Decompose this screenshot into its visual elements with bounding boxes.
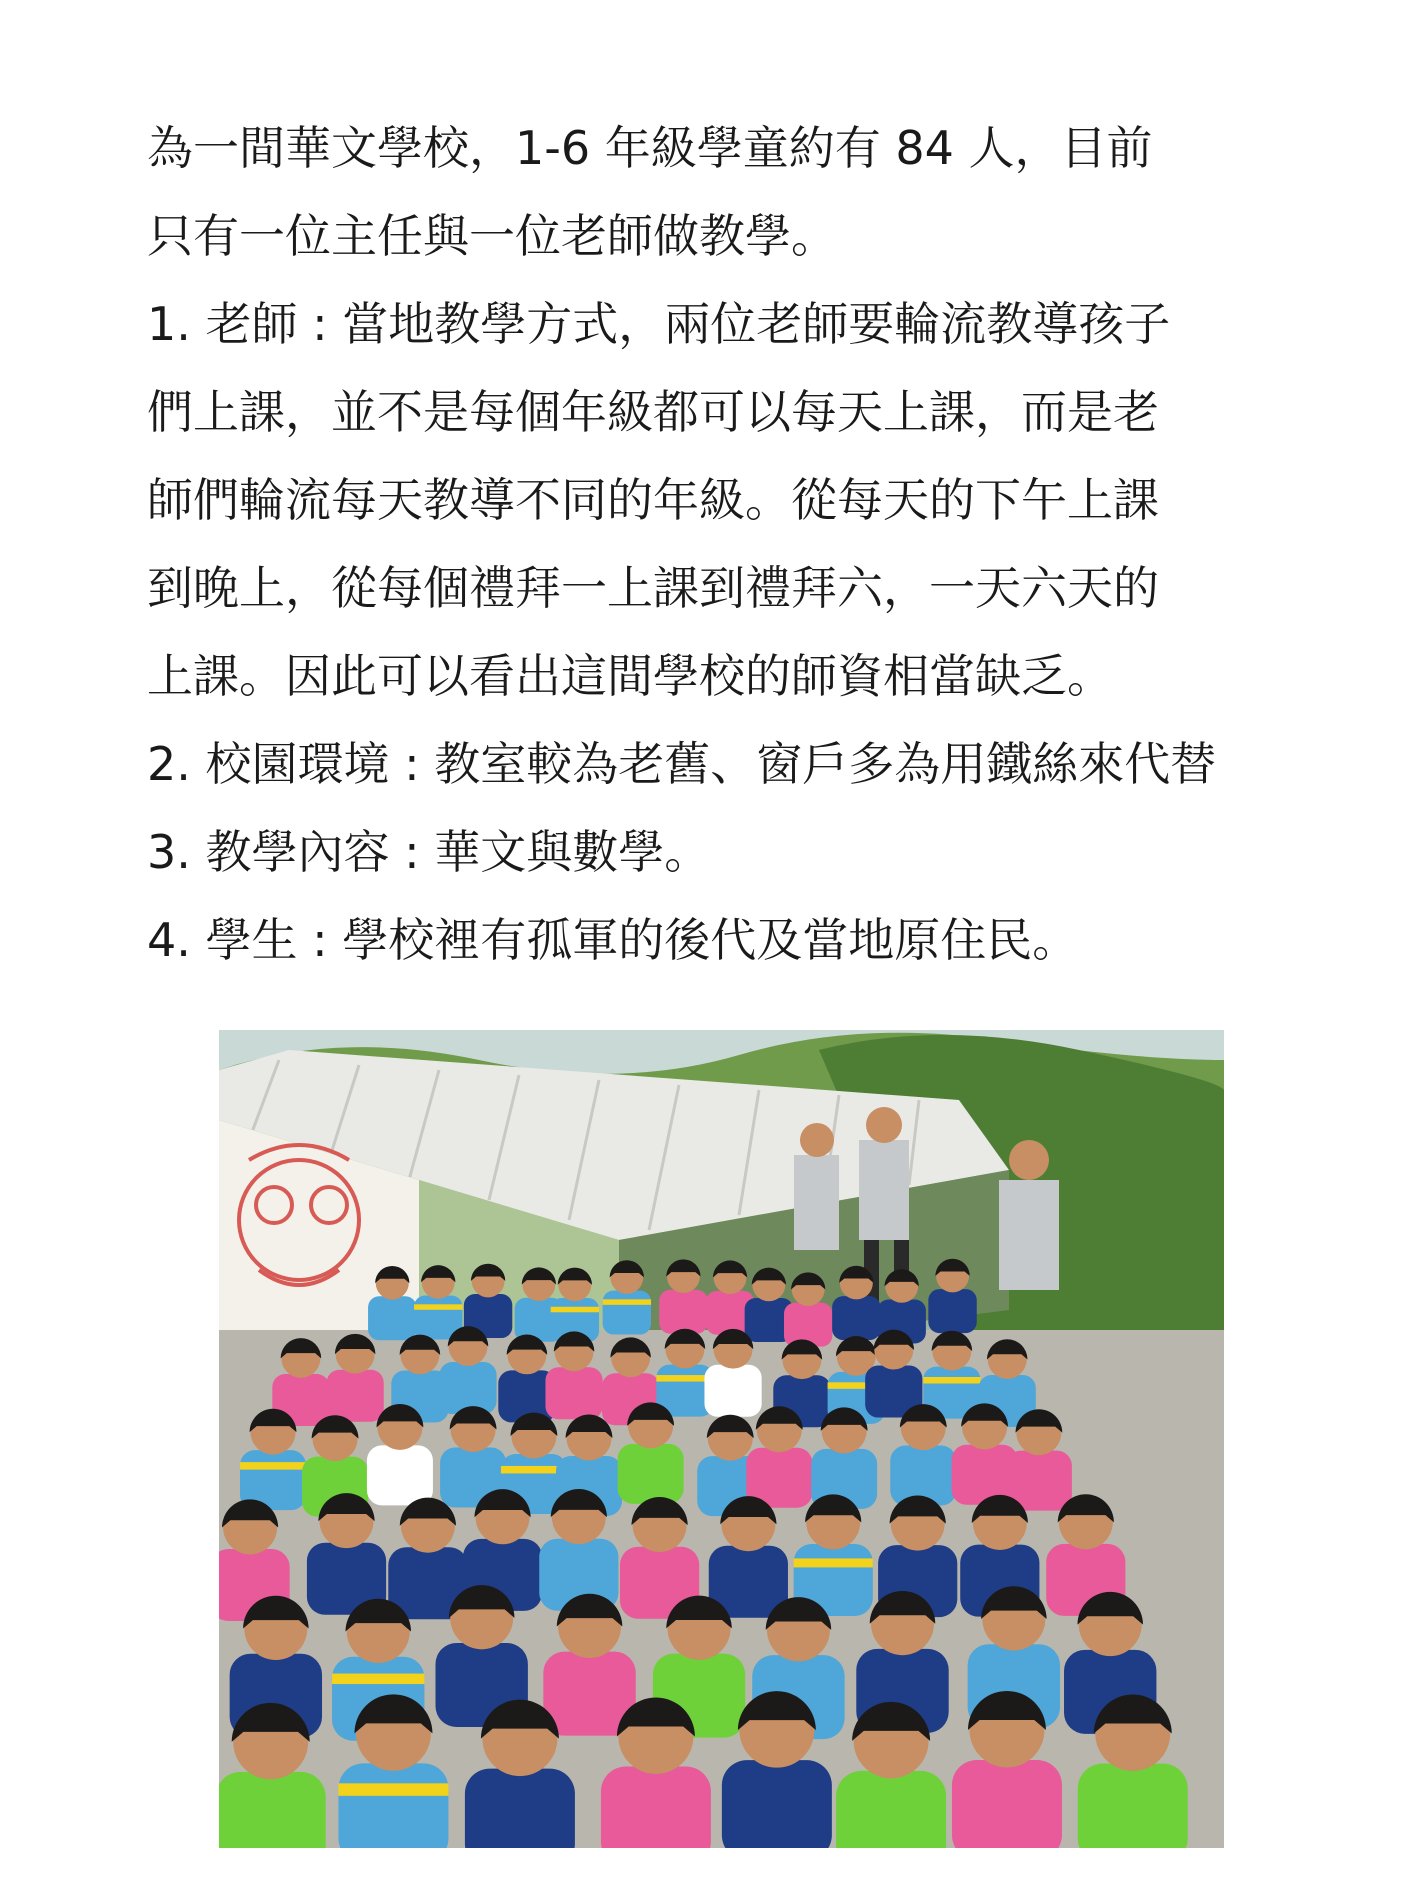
- student-body: [784, 1303, 832, 1347]
- student-body: [219, 1772, 326, 1848]
- uniform-stripe: [794, 1558, 873, 1567]
- uniform-stripe: [551, 1307, 599, 1313]
- student-body: [603, 1291, 651, 1335]
- text-line: 們上課，並不是每個年級都可以每天上課，而是老: [147, 385, 1159, 439]
- uniform-stripe: [414, 1304, 462, 1310]
- text-line: 4. 學生 : 學校裡有孤軍的後代及當地原住民。: [147, 913, 1079, 967]
- student-body: [952, 1760, 1062, 1848]
- uniform-stripe: [923, 1377, 980, 1384]
- student-body: [368, 1296, 416, 1340]
- text-line: 3. 教學內容 : 華文與數學。: [147, 825, 711, 879]
- student-body: [367, 1445, 433, 1505]
- student-body: [338, 1763, 448, 1848]
- student-body: [327, 1370, 384, 1422]
- article-text: [147, 104, 1317, 984]
- text-line: 1. 老師 : 當地教學方式，兩位老師要輪流教導孩子: [147, 297, 1171, 351]
- student-body: [928, 1289, 976, 1333]
- student-body: [465, 1769, 575, 1848]
- uniform-stripe: [603, 1299, 651, 1305]
- student-body: [659, 1290, 707, 1334]
- student-body: [722, 1760, 832, 1848]
- student-body: [439, 1362, 496, 1414]
- text-line: 師們輪流每天教導不同的年級。從每天的下午上課: [147, 473, 1159, 527]
- text-line: 到晚上，從每個禮拜一上課到禮拜六，一天六天的: [147, 561, 1159, 615]
- student-body: [832, 1296, 880, 1340]
- text-line: 只有一位主任與一位老師做教學。: [147, 209, 837, 263]
- text-line: 2. 校園環境 : 教室較為老舊、窗戶多為用鐵絲來代替: [147, 737, 1217, 791]
- uniform-stripe: [240, 1462, 306, 1470]
- student-body: [704, 1365, 761, 1417]
- text-line: 為一間華文學校，1-6 年級學童約有 84 人，目前: [147, 121, 1153, 175]
- student-body: [1078, 1764, 1188, 1848]
- uniform-stripe: [338, 1783, 448, 1796]
- student-body: [618, 1444, 684, 1504]
- text-line: 上課。因此可以看出這間學校的師資相當缺乏。: [147, 649, 1113, 703]
- student-body: [601, 1766, 711, 1848]
- photo-illustration: [219, 1030, 1224, 1848]
- uniform-stripe: [332, 1674, 424, 1685]
- student-body: [545, 1367, 602, 1419]
- school-students-photo: [219, 1030, 1224, 1848]
- student-body: [836, 1771, 946, 1848]
